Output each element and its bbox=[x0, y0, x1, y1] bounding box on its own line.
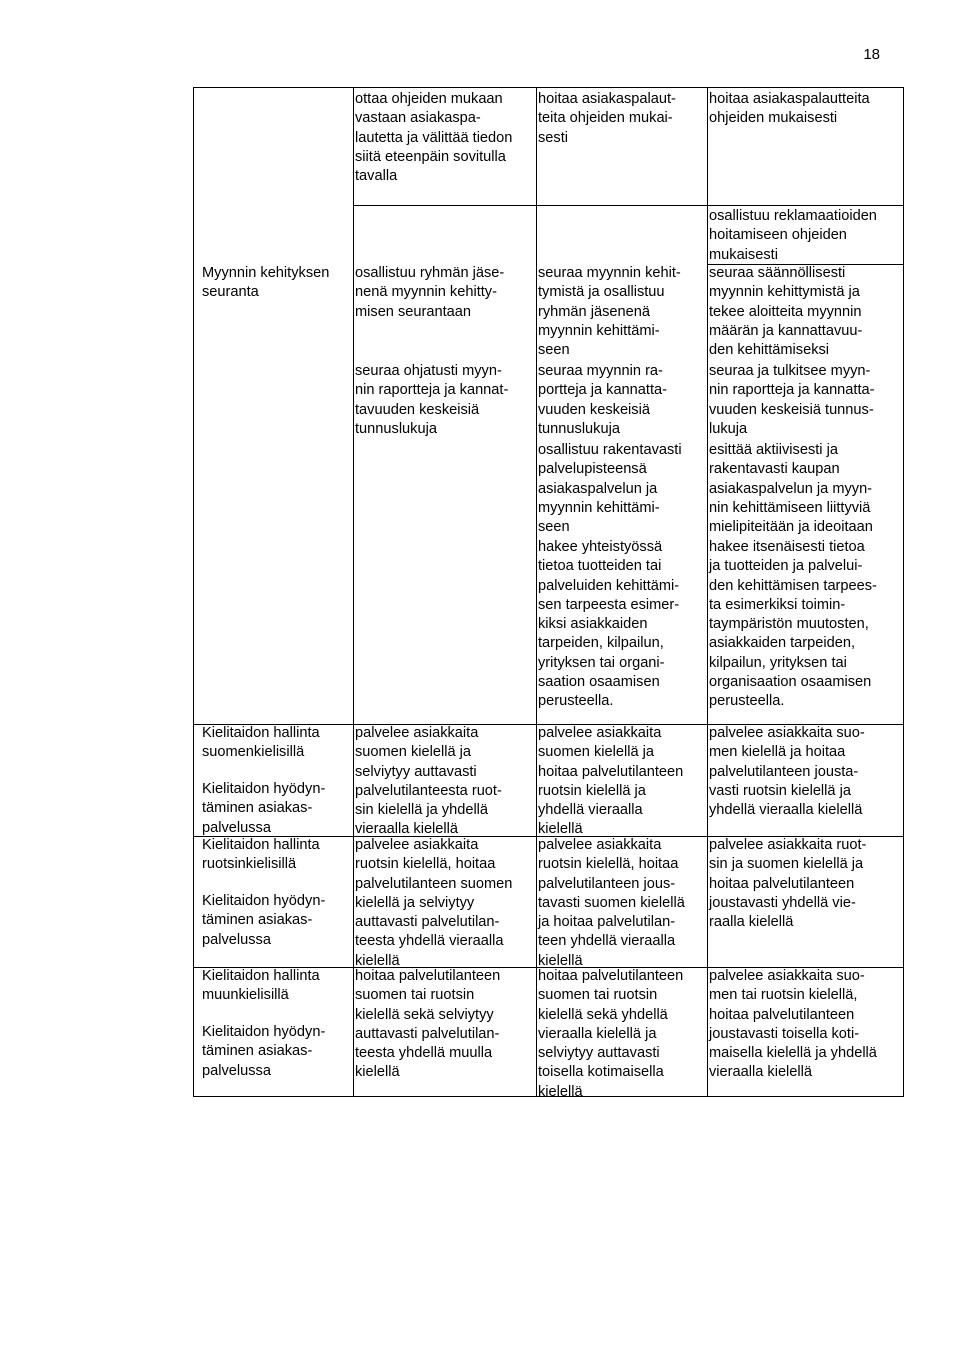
cell-line: kielellä sekä yhdellä bbox=[538, 1006, 668, 1023]
cell-line: ryhmän jäsenenä bbox=[538, 303, 650, 320]
cell-line: lukuja bbox=[709, 420, 748, 437]
cell-line: hoitaa asiakaspalautteita bbox=[709, 91, 870, 107]
cell-line: täminen asiakas- bbox=[202, 1043, 313, 1060]
cell-line: palvelutilanteen jous- bbox=[538, 875, 676, 892]
cell-line: ja hoitaa palvelutilan- bbox=[538, 914, 676, 931]
cell-line: tymistä ja osallistuu bbox=[538, 284, 665, 301]
cell-myynti-level2-c bbox=[538, 441, 682, 537]
cell-line: ohjeiden mukaisesti bbox=[709, 110, 838, 127]
cell-line: seuraa myynnin ra- bbox=[538, 363, 663, 379]
cell-line: joustavasti yhdellä vie- bbox=[709, 894, 856, 911]
row-label-muu-hallinta bbox=[202, 967, 320, 1006]
cell-line: tunnuslukuja bbox=[355, 420, 437, 437]
cell-line: palvelee asiakkaita ruot- bbox=[709, 837, 867, 853]
cell-line: yrityksen tai organi- bbox=[538, 654, 665, 671]
cell-line: täminen asiakas- bbox=[202, 912, 313, 929]
cell-line: joustavasti toisella koti- bbox=[709, 1025, 860, 1042]
cell-line: seuraa ja tulkitsee myyn- bbox=[709, 363, 871, 379]
cell-myynti-level3-c bbox=[709, 441, 873, 537]
cell-line: mukaisesti bbox=[709, 246, 778, 263]
cell-myynti-level2-d bbox=[538, 538, 679, 712]
cell-line: hakee itsenäisesti tietoa bbox=[709, 539, 865, 555]
cell-line: ruotsinkielisillä bbox=[202, 856, 297, 873]
cell-line: myynnin kehittämi- bbox=[538, 499, 660, 516]
cell-line: sen tarpeesta esimer- bbox=[538, 596, 680, 613]
cell-line: asiakaspalvelun ja myyn- bbox=[709, 480, 873, 497]
cell-line: palvelee asiakkaita suo- bbox=[709, 968, 865, 984]
cell-line: selviytyy auttavasti bbox=[355, 763, 477, 780]
row-label-myynti bbox=[202, 264, 329, 303]
cell-line: täminen asiakas- bbox=[202, 800, 313, 817]
cell-line: hoitaa asiakaspalaut- bbox=[538, 91, 676, 107]
cell-line: kiksi asiakkaiden bbox=[538, 616, 648, 633]
row-label-ruotsi-hallinta bbox=[202, 836, 320, 875]
cell-line: Myynnin kehityksen bbox=[202, 265, 330, 281]
cell-myynti-level3-d bbox=[709, 538, 877, 712]
cell-line: kielellä ja selviytyy bbox=[355, 894, 475, 911]
cell-line: toisella kotimaisella bbox=[538, 1064, 664, 1081]
cell-line: vastaan asiakaspa- bbox=[355, 110, 481, 127]
cell-line: suomen tai ruotsin bbox=[538, 987, 658, 1004]
cell-ruotsi-level2 bbox=[538, 836, 685, 971]
cell-reklamaatio-level3 bbox=[709, 207, 877, 265]
cell-line: asiakaspalvelun ja bbox=[538, 480, 658, 497]
cell-line: seen bbox=[538, 519, 570, 536]
cell-feedback-level2 bbox=[538, 90, 676, 148]
cell-line: seuranta bbox=[202, 284, 259, 301]
cell-line: hoitaa palvelutilanteen bbox=[709, 1006, 855, 1023]
cell-line: men kielellä ja hoitaa bbox=[709, 744, 846, 761]
cell-line: kielellä sekä selviytyy bbox=[355, 1006, 494, 1023]
cell-line: palvelupisteensä bbox=[538, 461, 647, 478]
cell-line: ta esimerkiksi toimin- bbox=[709, 596, 846, 613]
cell-line: nenä myynnin kehitty- bbox=[355, 284, 497, 301]
cell-line: sin ja suomen kielellä ja bbox=[709, 856, 864, 873]
page-number: 18 bbox=[863, 46, 880, 63]
cell-line: nin raportteja ja kannat- bbox=[355, 382, 509, 399]
cell-line: suomenkielisillä bbox=[202, 744, 305, 761]
cell-myynti-level3-a bbox=[709, 264, 862, 360]
cell-line: men tai ruotsin kielellä, bbox=[709, 987, 858, 1004]
cell-line: kilpailun, yrityksen tai bbox=[709, 654, 847, 671]
cell-line: nin raportteja ja kannatta- bbox=[709, 382, 875, 399]
cell-line: lautetta ja välittää tiedon bbox=[355, 129, 513, 146]
cell-line: suomen kielellä ja bbox=[538, 744, 655, 761]
cell-line: palvelee asiakkaita suo- bbox=[709, 725, 865, 741]
cell-line: palvelee asiakkaita bbox=[538, 725, 662, 741]
cell-line: palvelussa bbox=[202, 931, 271, 948]
cell-line: perusteella. bbox=[709, 693, 785, 710]
cell-line: vuuden keskeisiä tunnus- bbox=[709, 401, 874, 418]
cell-suomi-level2 bbox=[538, 724, 683, 840]
cell-line: vieraalla kielellä bbox=[355, 821, 459, 838]
cell-line: tietoa tuotteiden tai bbox=[538, 558, 662, 575]
cell-line: Kielitaidon hyödyn- bbox=[202, 1024, 326, 1040]
table-border-left bbox=[193, 87, 194, 1097]
cell-line: suomen tai ruotsin bbox=[355, 987, 475, 1004]
cell-line: muunkielisillä bbox=[202, 987, 289, 1004]
cell-line: sin kielellä ja yhdellä bbox=[355, 802, 489, 819]
cell-line: teesta yhdellä vieraalla bbox=[355, 933, 504, 950]
cell-myynti-level1-a bbox=[355, 264, 504, 322]
cell-myynti-level2-b bbox=[538, 362, 667, 439]
cell-line: palvelee asiakkaita bbox=[355, 837, 479, 853]
cell-line: ruotsin kielellä ja bbox=[538, 782, 646, 799]
row-divider bbox=[353, 205, 904, 206]
cell-line: ruotsin kielellä, hoitaa bbox=[538, 856, 679, 873]
cell-line: Kielitaidon hallinta bbox=[202, 837, 320, 853]
cell-ruotsi-level3 bbox=[709, 836, 866, 932]
cell-line: maisella kielellä ja yhdellä bbox=[709, 1045, 877, 1062]
cell-line: tunnuslukuja bbox=[538, 420, 620, 437]
cell-line: kielellä bbox=[355, 1064, 400, 1081]
cell-line: palvelutilanteesta ruot- bbox=[355, 782, 502, 799]
cell-myynti-level3-b bbox=[709, 362, 875, 439]
cell-line: Kielitaidon hallinta bbox=[202, 968, 320, 984]
cell-line: palvelutilanteen jousta- bbox=[709, 763, 859, 780]
cell-line: Kielitaidon hyödyn- bbox=[202, 781, 326, 797]
cell-line: Kielitaidon hyödyn- bbox=[202, 893, 326, 909]
row-label-ruotsi-hyodyntaminen bbox=[202, 892, 325, 950]
cell-myynti-level1-b bbox=[355, 362, 508, 439]
cell-line: palvelee asiakkaita bbox=[355, 725, 479, 741]
cell-line: palvelutilanteen suomen bbox=[355, 875, 513, 892]
cell-line: misen seurantaan bbox=[355, 303, 472, 320]
cell-line: osallistuu ryhmän jäse- bbox=[355, 265, 505, 281]
cell-line: siitä eteenpäin sovitulla bbox=[355, 148, 506, 165]
cell-line: raalla kielellä bbox=[709, 914, 794, 931]
cell-muu-level3 bbox=[709, 967, 877, 1083]
cell-line: teen yhdellä vieraalla bbox=[538, 933, 676, 950]
cell-line: rakentavasti kaupan bbox=[709, 461, 840, 478]
cell-line: seuraa säännöllisesti bbox=[709, 265, 846, 281]
cell-line: yhdellä vieraalla bbox=[538, 802, 643, 819]
table-divider-col2 bbox=[536, 87, 537, 1097]
cell-line: hoitaa palvelutilanteen bbox=[538, 968, 684, 984]
cell-line: yhdellä vieraalla kielellä bbox=[709, 802, 863, 819]
cell-line: selviytyy auttavasti bbox=[538, 1045, 660, 1062]
cell-muu-level2 bbox=[538, 967, 683, 1102]
cell-line: organisaation osaamisen bbox=[709, 674, 872, 691]
row-label-muu-hyodyntaminen bbox=[202, 1023, 325, 1081]
cell-line: sesti bbox=[538, 129, 569, 146]
row-label-suomi-hyodyntaminen bbox=[202, 780, 325, 838]
cell-line: hoitaa palvelutilanteen bbox=[355, 968, 501, 984]
cell-line: vasti ruotsin kielellä ja bbox=[709, 782, 851, 799]
cell-line: Kielitaidon hallinta bbox=[202, 725, 320, 741]
cell-line: tavuuden keskeisiä bbox=[355, 401, 480, 418]
cell-line: hoitaa palvelutilanteen bbox=[538, 763, 684, 780]
cell-ruotsi-level1 bbox=[355, 836, 512, 971]
table-border-right bbox=[903, 87, 904, 1097]
cell-line: palvelussa bbox=[202, 1062, 271, 1079]
cell-line: den kehittämiseksi bbox=[709, 342, 830, 359]
cell-line: esittää aktiivisesti ja bbox=[709, 442, 838, 458]
cell-line: portteja ja kannatta- bbox=[538, 382, 667, 399]
cell-line: taympäristön muutosten, bbox=[709, 616, 869, 633]
cell-line: osallistuu rakentavasti bbox=[538, 442, 682, 458]
cell-line: suomen kielellä ja bbox=[355, 744, 472, 761]
cell-suomi-level1 bbox=[355, 724, 502, 840]
cell-line: kielellä bbox=[538, 952, 583, 969]
cell-muu-level1 bbox=[355, 967, 500, 1083]
cell-line: perusteella. bbox=[538, 693, 614, 710]
cell-line: asiakkaiden tarpeiden, bbox=[709, 635, 856, 652]
cell-line: den kehittämisen tarpees- bbox=[709, 577, 877, 594]
cell-line: teita ohjeiden mukai- bbox=[538, 110, 673, 127]
cell-line: ruotsin kielellä, hoitaa bbox=[355, 856, 496, 873]
cell-line: mielipiteitään ja ideoitaan bbox=[709, 519, 873, 536]
cell-suomi-level3 bbox=[709, 724, 865, 820]
cell-line: tavasti suomen kielellä bbox=[538, 894, 685, 911]
row-label-suomi-hallinta bbox=[202, 724, 320, 763]
cell-line: myynnin kehittymistä ja bbox=[709, 284, 860, 301]
cell-line: auttavasti palvelutilan- bbox=[355, 914, 500, 931]
cell-line: ja tuotteiden ja palvelui- bbox=[709, 558, 863, 575]
cell-line: palveluiden kehittämi- bbox=[538, 577, 680, 594]
cell-line: kielellä bbox=[538, 821, 583, 838]
cell-line: ottaa ohjeiden mukaan bbox=[355, 91, 503, 107]
cell-line: määrän ja kannattavuu- bbox=[709, 322, 863, 339]
table-divider-col1 bbox=[353, 87, 354, 1097]
table-divider-col3 bbox=[707, 87, 708, 1097]
cell-line: saation osaamisen bbox=[538, 674, 660, 691]
cell-line: vieraalla kielellä bbox=[709, 1064, 813, 1081]
cell-feedback-level3 bbox=[709, 90, 870, 129]
cell-line: tekee aloitteita myynnin bbox=[709, 303, 862, 320]
cell-line: hakee yhteistyössä bbox=[538, 539, 663, 555]
cell-line: palvelee asiakkaita bbox=[538, 837, 662, 853]
table-border-top bbox=[193, 87, 904, 88]
cell-myynti-level2-a bbox=[538, 264, 681, 360]
cell-line: hoitaa palvelutilanteen bbox=[709, 875, 855, 892]
cell-line: seen bbox=[538, 342, 570, 359]
cell-line: teesta yhdellä muulla bbox=[355, 1045, 493, 1062]
cell-line: myynnin kehittämi- bbox=[538, 322, 660, 339]
cell-line: osallistuu reklamaatioiden bbox=[709, 208, 877, 224]
cell-line: seuraa myynnin kehit- bbox=[538, 265, 681, 281]
cell-line: nin kehittämiseen liittyviä bbox=[709, 499, 871, 516]
cell-line: seuraa ohjatusti myyn- bbox=[355, 363, 502, 379]
cell-line: palvelussa bbox=[202, 819, 271, 836]
cell-line: tavalla bbox=[355, 168, 398, 185]
cell-feedback-level1 bbox=[355, 90, 512, 186]
cell-line: kielellä bbox=[538, 1083, 583, 1100]
cell-line: tarpeiden, kilpailun, bbox=[538, 635, 664, 652]
cell-line: vuuden keskeisiä bbox=[538, 401, 650, 418]
cell-line: auttavasti palvelutilan- bbox=[355, 1025, 500, 1042]
cell-line: hoitamiseen ohjeiden bbox=[709, 227, 847, 244]
cell-line: vieraalla kielellä ja bbox=[538, 1025, 657, 1042]
cell-line: kielellä bbox=[355, 952, 400, 969]
